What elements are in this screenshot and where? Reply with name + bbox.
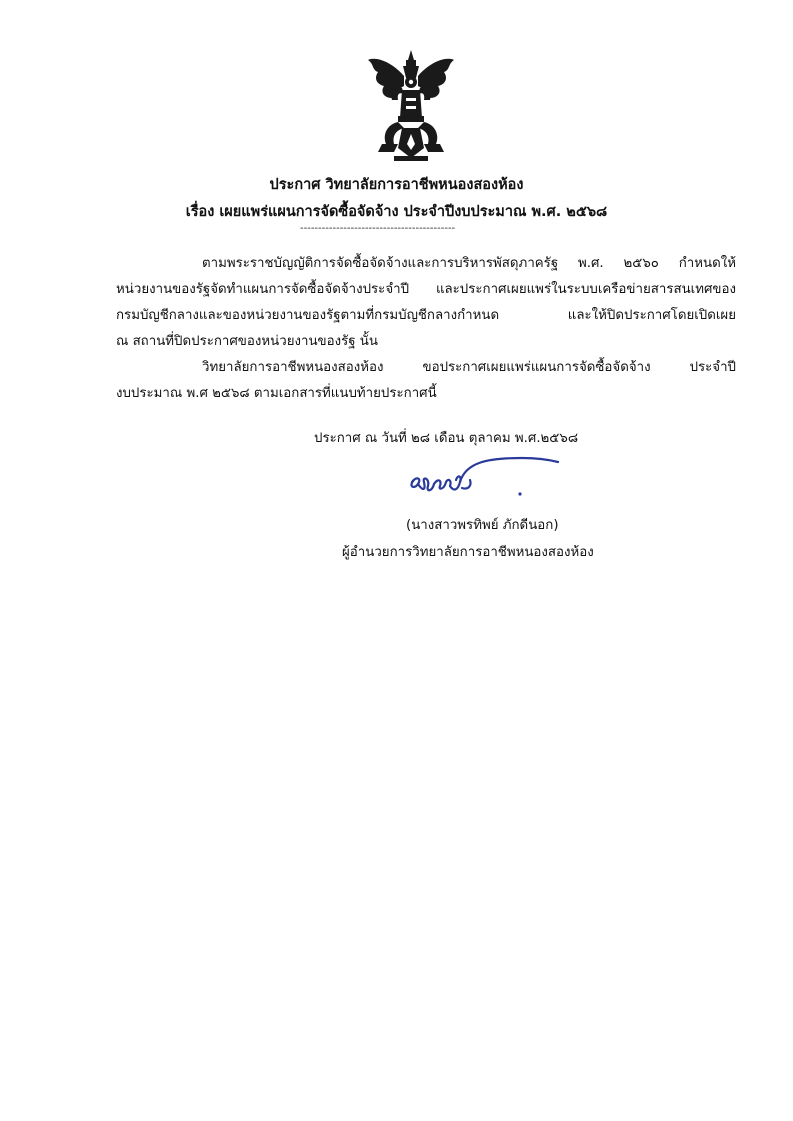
announcement-subject: เรื่อง เผยแพร่แผนการจัดซื้อจัดจ้าง ประจำปีงบประมาณ พ.ศ. ๒๕๖๘ — [185, 204, 608, 220]
signer-position: ผู้อำนวยการวิทยาลัยการอาชีพหนองสองห้อง — [342, 545, 594, 560]
paragraph-line: กรมบัญชีกลางและของหน่วยงานของรัฐตามที่กรมบัญชีกลางกำหนด และให้ปิดประกาศโดยเปิดเผย — [116, 308, 736, 323]
paragraph-line: หน่วยงานของรัฐจัดทำแผนการจัดซื้อจัดจ้างประจำปี และประกาศเผยแพร่ในระบบเครือข่ายสารสนเทศของ — [116, 282, 736, 297]
paragraph-line: ตามพระราชบัญญัติการจัดซื้อจัดจ้างและการบริหารพัสดุภาครัฐ พ.ศ. ๒๕๖๐ กำหนดให้ — [202, 256, 736, 271]
paragraph-line: ณ สถานที่ปิดประกาศของหน่วยงานของรัฐ นั้น — [116, 334, 378, 349]
handwritten-signature — [402, 452, 562, 510]
announcement-date: ประกาศ ณ วันที่ ๒๘ เดือน ตุลาคม พ.ศ.๒๕๖๘ — [314, 431, 579, 446]
signer-name: (นางสาวพรทิพย์ ภักดีนอก) — [406, 518, 559, 533]
garuda-emblem-icon — [364, 48, 458, 166]
paragraph-line: วิทยาลัยการอาชีพหนองสองห้อง ขอประกาศเผยแพร่แผนการจัดซื้อจัดจ้าง ประจำปี — [202, 360, 736, 375]
paragraph-line: งบประมาณ พ.ศ ๒๕๖๘ ตามเอกสารที่แนบท้ายประกาศนี้ — [116, 386, 437, 401]
announcement-title: ประกาศ วิทยาลัยการอาชีพหนองสองห้อง — [269, 177, 524, 193]
title-divider: ------------------------------------------- — [300, 223, 456, 234]
